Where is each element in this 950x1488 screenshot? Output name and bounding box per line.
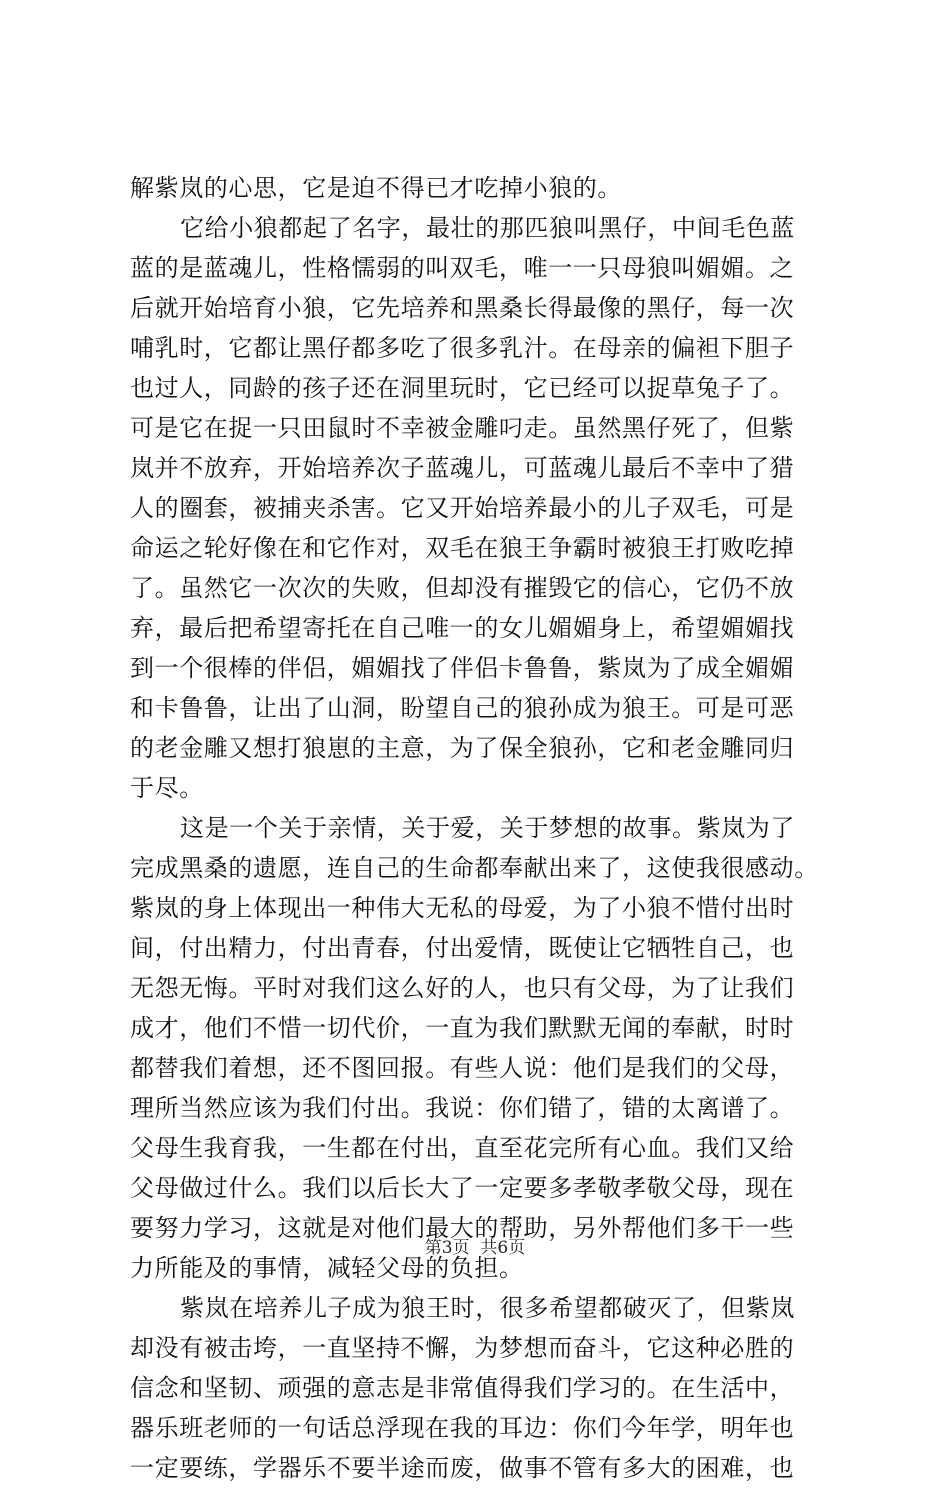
text-line: 蓝的是蓝魂儿，性格懦弱的叫双毛，唯一一只母狼叫媚媚。之 bbox=[130, 254, 795, 282]
text-line-paragraph-start: 这是一个关于亲情，关于爱，关于梦想的故事。紫岚为了 bbox=[180, 814, 795, 842]
text-line: 到一个很棒的伴侣，媚媚找了伴侣卡鲁鲁，紫岚为了成全媚媚 bbox=[130, 654, 795, 682]
text-line: 信念和坚韧、顽强的意志是非常值得我们学习的。在生活中， bbox=[130, 1374, 795, 1402]
text-line: 器乐班老师的一句话总浮现在我的耳边：你们今年学，明年也 bbox=[130, 1414, 795, 1442]
text-line: 可是它在捉一只田鼠时不幸被金雕叼走。虽然黑仔死了，但紫 bbox=[130, 414, 795, 442]
text-line: 命运之轮好像在和它作对，双毛在狼王争霸时被狼王打败吃掉 bbox=[130, 534, 795, 562]
text-line: 岚并不放弃，开始培养次子蓝魂儿，可蓝魂儿最后不幸中了猎 bbox=[130, 454, 795, 482]
text-line: 要努力学习，这就是对他们最大的帮助，另外帮他们多干一些 bbox=[130, 1214, 795, 1242]
document-body bbox=[130, 168, 830, 1488]
text-line: 一定要练，学器乐不要半途而废，做事不管有多大的困难，也 bbox=[130, 1454, 795, 1482]
text-line: 也过人，同龄的孩子还在洞里玩时，它已经可以捉草兔子了。 bbox=[130, 374, 795, 402]
text-line: 人的圈套，被捕夹杀害。它又开始培养最小的儿子双毛，可是 bbox=[130, 494, 795, 522]
text-line-paragraph-start: 它给小狼都起了名字，最壮的那匹狼叫黑仔，中间毛色蓝 bbox=[180, 214, 795, 242]
text-line: 理所当然应该为我们付出。我说：你们错了，错的太离谱了。 bbox=[130, 1094, 795, 1122]
text-line: 父母做过什么。我们以后长大了一定要多孝敬孝敬父母，现在 bbox=[130, 1174, 795, 1202]
text-line: 于尽。 bbox=[130, 774, 204, 802]
text-line: 弃，最后把希望寄托在自己唯一的女儿媚媚身上，希望媚媚找 bbox=[130, 614, 795, 642]
text-line: 却没有被击垮，一直坚持不懈，为梦想而奋斗，它这种必胜的 bbox=[130, 1334, 795, 1362]
text-line: 完成黑桑的遗愿，连自己的生命都奉献出来了，这使我很感动。 bbox=[130, 854, 819, 882]
text-line-paragraph-start: 紫岚在培养儿子成为狼王时，很多希望都破灭了，但紫岚 bbox=[180, 1294, 795, 1322]
page-number-footer: 第3页 共6页 bbox=[424, 1238, 526, 1258]
text-line: 间，付出精力，付出青春，付出爱情，既使让它牺牲自己，也 bbox=[130, 934, 795, 962]
text-line: 成才，他们不惜一切代价，一直为我们默默无闻的奉献，时时 bbox=[130, 1014, 795, 1042]
text-line: 父母生我育我，一生都在付出，直至花完所有心血。我们又给 bbox=[130, 1134, 795, 1162]
text-line: 的老金雕又想打狼崽的主意，为了保全狼孙，它和老金雕同归 bbox=[130, 734, 795, 762]
text-line: 了。虽然它一次次的失败，但却没有摧毁它的信心，它仍不放 bbox=[130, 574, 795, 602]
text-line: 后就开始培育小狼，它先培养和黑桑长得最像的黑仔，每一次 bbox=[130, 294, 795, 322]
text-line: 紫岚的身上体现出一种伟大无私的母爱，为了小狼不惜付出时 bbox=[130, 894, 795, 922]
text-line: 和卡鲁鲁，让出了山洞，盼望自己的狼孙成为狼王。可是可恶 bbox=[130, 694, 795, 722]
text-line: 哺乳时，它都让黑仔都多吃了很多乳汁。在母亲的偏袒下胆子 bbox=[130, 334, 795, 362]
text-line: 解紫岚的心思，它是迫不得已才吃掉小狼的。 bbox=[130, 174, 622, 202]
text-line: 都替我们着想，还不图回报。有些人说：他们是我们的父母， bbox=[130, 1054, 795, 1082]
text-line: 无怨无悔。平时对我们这么好的人，也只有父母，为了让我们 bbox=[130, 974, 795, 1002]
text-line: 力所能及的事情，减轻父母的负担。 bbox=[130, 1254, 524, 1282]
